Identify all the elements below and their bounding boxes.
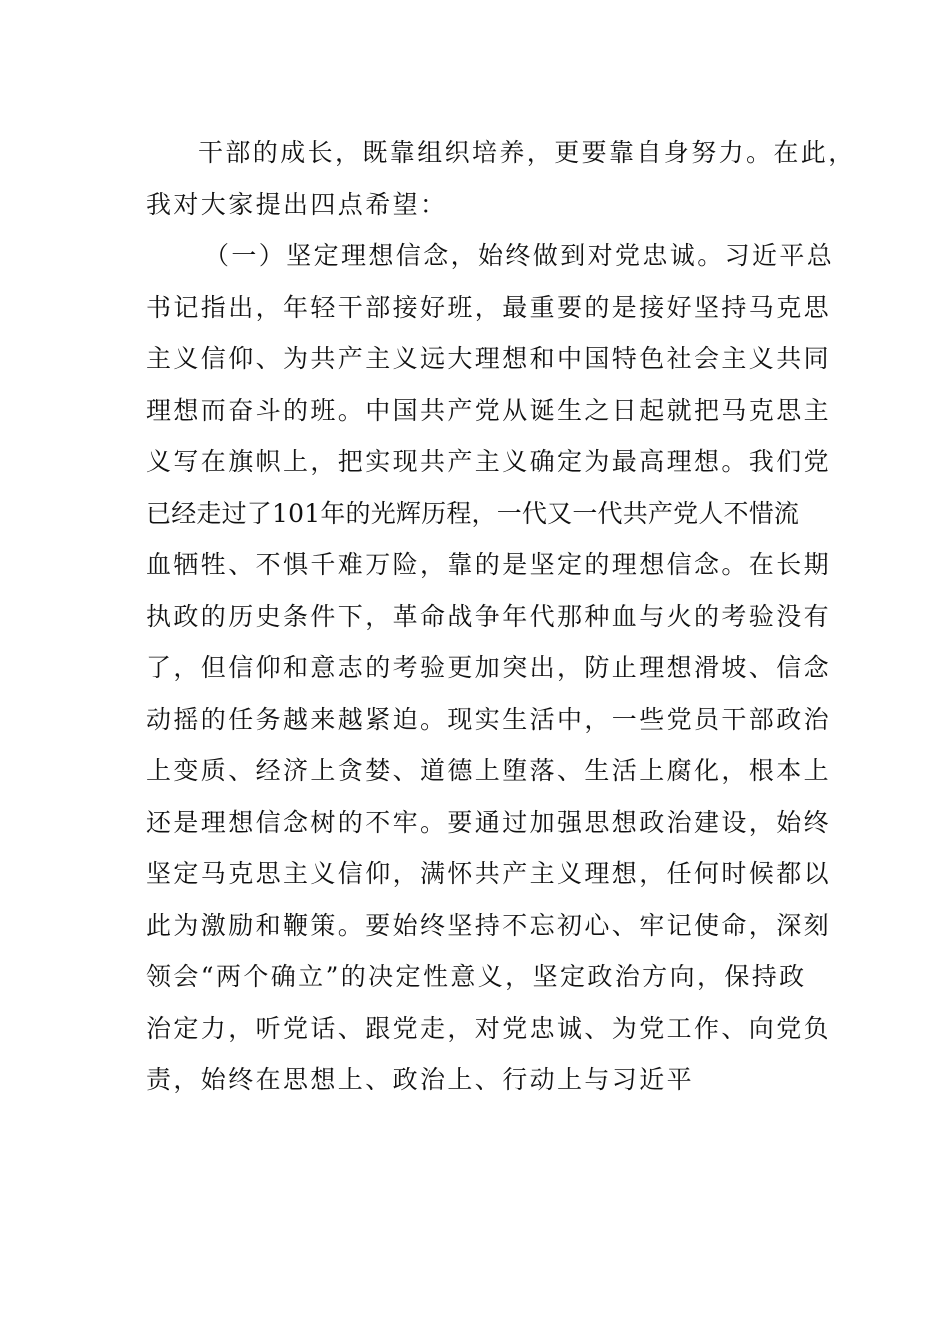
- body-text: [146, 133, 856, 1112]
- paragraph-2-line: 责，始终在思想上、政治上、行动上与习近平: [146, 1065, 695, 1094]
- paragraph-2-line: 理想而奋斗的班。中国共产党从诞生之日起就把马克思主: [146, 395, 832, 425]
- paragraph-2-line: 血牺牲、不惧千难万险，靠的是坚定的理想信念。在长期: [146, 550, 832, 579]
- section-heading-line: （一）坚定理想信念，始终做到对党忠诚。习近平总: [204, 241, 835, 270]
- paragraph-2-line: 坚定马克思主义信仰，满怀共产主义理想，任何时候都以: [146, 859, 832, 888]
- paragraph-2-line: 上变质、经济上贪婪、道德上堕落、生活上腐化，根本上: [146, 756, 832, 785]
- paragraph-2-line: 治定力，听党话、跟党走，对党忠诚、为党工作、向党负: [146, 1013, 832, 1043]
- paragraph-1-line-1: 干部的成长，既靠组织培养，更要靠自身努力。在此，: [198, 138, 856, 167]
- paragraph-1-line-2: 我对大家提出四点希望：: [146, 189, 448, 219]
- paragraph-2-line: 还是理想信念树的不牢。要通过加强思想政治建设，始终: [146, 807, 832, 837]
- paragraph-2-line: 执政的历史条件下，革命战争年代那种血与火的考验没有: [146, 601, 832, 631]
- paragraph-2-line: 此为激励和鞭策。要始终坚持不忘初心、牢记使命，深刻: [146, 910, 832, 940]
- paragraph-2-line: 书记指出，年轻干部接好班，最重要的是接好坚持马克思: [146, 292, 832, 322]
- paragraph-2-line: 主义信仰、为共产主义远大理想和中国特色社会主义共同: [146, 344, 832, 373]
- paragraph-2-line: 了，但信仰和意志的考验更加突出，防止理想滑坡、信念: [146, 653, 832, 682]
- paragraph-2-line: 动摇的任务越来越紧迫。现实生活中，一些党员干部政治: [146, 704, 832, 734]
- paragraph-2-line: 义写在旗帜上，把实现共产主义确定为最高理想。我们党: [146, 447, 832, 476]
- paragraph-2-line: 已经走过了101年的光辉历程，一代又一代共产党人不惜流: [146, 498, 800, 528]
- paragraph-2-line: 领会“两个确立”的决定性意义，坚定政治方向，保持政: [146, 962, 807, 991]
